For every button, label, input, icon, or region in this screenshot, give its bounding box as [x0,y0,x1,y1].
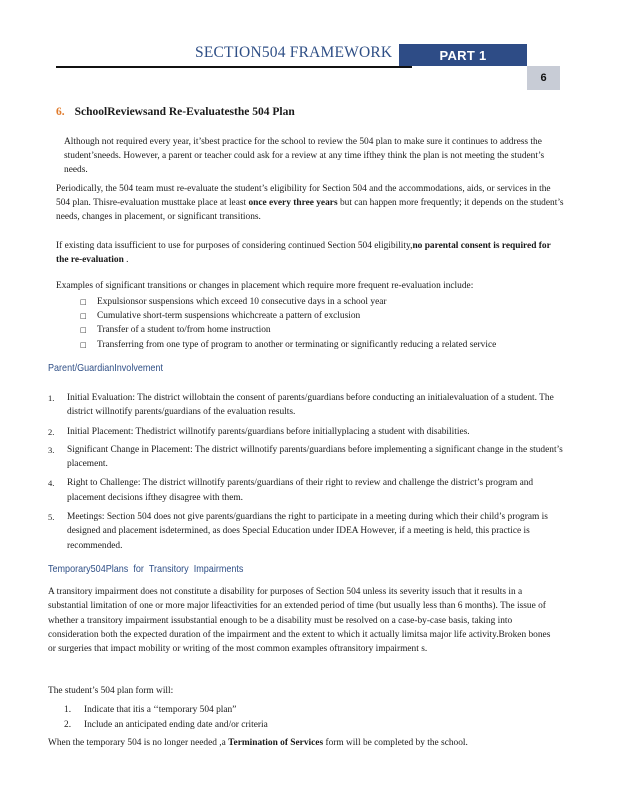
periodic-text-2: but can happen more frequently; it depends on the student’s needs, changes in placement, or significant transitions. [56,198,564,222]
list-number: 1. [48,393,55,403]
checkbox-bullet-icon: □ [80,326,87,335]
temporary-section-heading: Temporary504Plans for Transitory Impairments [48,563,244,575]
closing-text-1: When the temporary 504 is no longer needed ,a [48,738,229,748]
checkbox-bullet-icon: □ [80,298,87,306]
list-number: 2. [48,426,55,437]
list-number: 1. [64,705,72,715]
list-number: 2. [64,719,72,730]
page-number-box: 6 [527,66,560,90]
list-item-text: Significant Change in Placement: The district willnotify parents/guardians before implementing a significant change in the student’s placement. [67,444,563,470]
list-number: 3. [48,444,55,455]
list-item-text: Indicate that itis a ‘‘temporary 504 plan” [84,705,237,715]
list-item [48,425,565,439]
list-item [80,295,496,309]
checkbox-bullet-icon: □ [80,340,87,349]
list-item [64,718,268,733]
termination-of-services-bold: Termination of Services [228,738,324,748]
section-title: SchoolReviewsand Re-Evaluatesthe 504 Plan [74,106,295,118]
periodic-bold: once every three years [248,198,338,208]
periodic-paragraph [56,182,564,224]
list-item-text: Expulsionsor suspensions which exceed 10 consecutive days in a school year [97,297,387,307]
section-heading [56,106,295,118]
list-item [48,510,565,553]
examples-list [80,295,496,352]
parent-involvement-list [48,391,565,553]
consent-text-1: If existing data issufficient to use for purposes of considering continued Section 504 eligibility, [56,241,413,251]
list-item-text: Cumulative short-term suspensions whichcreate a pattern of exclusion [97,311,361,322]
list-item [48,391,565,420]
list-item-text: Meetings: Section 504 does not give parents/guardians the right to participate in a meeting during which their child’s program is designed and placement isdetermined, as does Special Education under IDEA However, if a meeting is held, this practice is recommended. [67,512,548,551]
list-number: 5. [48,512,55,523]
parent-section-heading: Parent/GuardianInvolvement [48,362,163,374]
list-number: 4. [48,478,55,489]
list-item-text: Initial Evaluation: The district willobtain the consent of parents/guardians before conducting an initialevaluation of a student. The district willnotify parents/guardians of the evaluation results. [67,393,554,418]
list-item-text: Right to Challenge: The district willnotify parents/guardians of their right to review and challenge the district’s program and placement decisions ifthey disagree with them. [67,478,534,503]
list-item [80,323,496,337]
list-item-text: Include an anticipated ending date and/or criteria [84,719,268,730]
examples-intro: Examples of significant transitions or changes in placement which require more frequent re-evaluation include: [56,281,474,291]
consent-paragraph [56,239,564,267]
intro-paragraph: Although not required every year, it’sbest practice for the school to review the 504 plan to make sure it continues to address the student’sneeds. However, a parent or teacher could ask for a review at any time ifthey think the plan is not meeting the student’s needs. [64,137,545,175]
temporary-paragraph: A transitory impairment does not constitute a disability for purposes of Section 504 unless its severity issuch that it results in a substantial limitation of one or more major lifeactivities for an extended period of time (but usually less than 6 months). The issue of whether a transitory impairment issubstantial enough to be a disability must be resolved on a case-by-case basis, taking into consideration both the expected duration of the impairment and the extent to which it actually limitsa major life activity.Broken bones or surgeries that impact mobility or writing of the most common examples oftransitory impairment s. [48,587,551,655]
list-item-text: Initial Placement: Thedistrict willnotify parents/guardians before initiallyplacing a student with disabilities. [67,426,470,437]
closing-text-2: form will be completed by the school. [323,738,468,748]
list-item-text: Transferring from one type of program to another or terminating or significantly reducing a related service [97,339,497,350]
checkbox-bullet-icon: □ [80,312,87,321]
consent-text-2: . [123,255,129,265]
list-item [48,476,565,505]
consent-bold: no parental consent is required for the re-evaluation [56,241,551,265]
list-item [64,703,268,718]
plan-form-list [64,703,268,732]
list-item-text: Transfer of a student to/from home instruction [97,325,271,336]
closing-paragraph [48,736,568,750]
section-number: 6. [56,106,65,118]
list-item [48,443,565,472]
header-rule [56,66,412,68]
list-item [80,338,496,352]
list-item [80,309,496,323]
periodic-text-1: Periodically, the 504 team must re-evaluate the student’s eligibility for Section 504 and the accommodations, aids, or services in the 504 plan. Thisre-evaluation musttake place at least [56,184,551,208]
header-section-title: SECTION504 FRAMEWORK [195,44,393,61]
part-label-box: PART 1 [399,44,527,66]
plan-intro: The student’s 504 plan form will: [48,686,174,696]
